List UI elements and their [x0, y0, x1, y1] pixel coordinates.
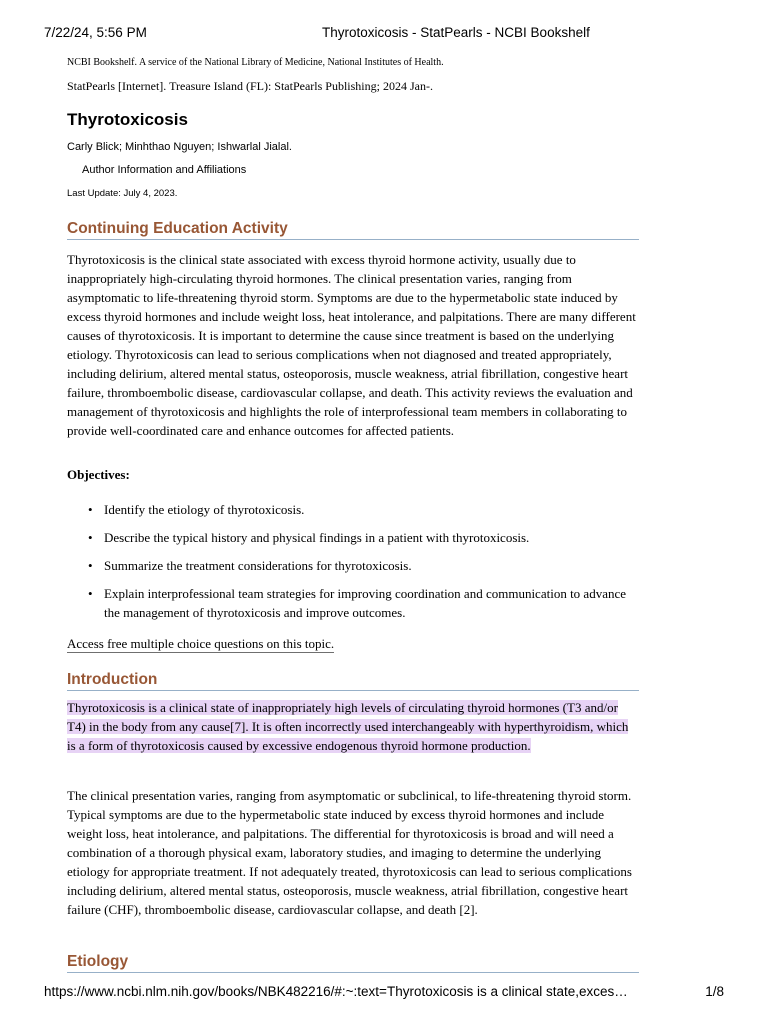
text-highlight: Thyrotoxicosis is a clinical state of inappropriately high levels of circulating thyroid hormones (T3 and/or T4) in the body from any cause[7]. It is often incorrectly used interchangeably with hyperthyroidism, which is a form of thyrotoxicosis caused by excessive endogenous thyroid hormone production.: [67, 700, 629, 753]
print-header: [44, 25, 724, 43]
print-page-title: Thyrotoxicosis - StatPearls - NCBI Bookshelf: [322, 25, 590, 40]
section-heading-introduction: Introduction: [67, 671, 639, 691]
list-item: • Identify the etiology of thyrotoxicosis.: [67, 500, 639, 519]
last-update: Last Update: July 4, 2023.: [67, 188, 178, 199]
author-affiliations-link[interactable]: Author Information and Affiliations: [82, 164, 247, 176]
list-item: • Summarize the treatment considerations for thyrotoxicosis.: [67, 556, 639, 575]
print-datetime: 7/22/24, 5:56 PM: [44, 25, 147, 40]
mcq-link[interactable]: Access free multiple choice questions on this topic.: [67, 636, 335, 651]
list-item: • Describe the typical history and physical findings in a patient with thyrotoxicosis.: [67, 528, 639, 547]
print-url: https://www.ncbi.nlm.nih.gov/books/NBK482216/#:~:text=Thyrotoxicosis is a clinical state,exces…: [44, 984, 628, 999]
bookshelf-line: NCBI Bookshelf. A service of the National Library of Medicine, National Institutes of Health.: [67, 57, 444, 68]
introduction-paragraph: The clinical presentation varies, ranging from asymptomatic or subclinical, to life-threatening thyroid storm. Typical symptoms are due to the hypermetabolic state induced by excess thyroid hormones and include weight loss, heat intolerance, and palpitations. The differential for thyrotoxicosis is broad and will need a combination of a thorough physical exam, laboratory studies, and imaging to determine the underlying etiology for appropriate treatment. If not adequately treated, thyrotoxicosis can lead to serious complications including delirium, altered mental status, osteoporosis, muscle weakness, atrial fibrillation, congestive heart failure (CHF), thromboembolic disease, cardiovascular collapse, and death [2].: [67, 788, 632, 917]
objectives-label: Objectives:: [67, 467, 130, 482]
print-footer: [44, 984, 724, 1002]
citation-line: StatPearls [Internet]. Treasure Island (FL): StatPearls Publishing; 2024 Jan-.: [67, 79, 433, 93]
introduction-highlighted-paragraph: [67, 698, 639, 755]
page-number: 1/8: [705, 984, 724, 999]
objectives-list: [67, 500, 639, 631]
list-item: • Explain interprofessional team strategies for improving coordination and communication to advance the management of thyrotoxicosis and improve outcomes.: [67, 584, 639, 622]
section-heading-etiology: Etiology: [67, 953, 639, 973]
author-list: Carly Blick; Minhthao Nguyen; Ishwarlal Jialal.: [67, 141, 292, 153]
page-title: Thyrotoxicosis: [67, 110, 188, 129]
section-heading-ce-activity: Continuing Education Activity: [67, 220, 639, 240]
ce-activity-paragraph: Thyrotoxicosis is the clinical state associated with excess thyroid hormone activity, usually due to inappropriately high-circulating thyroid hormones. The clinical presentation varies, ranging from asymptomatic to life-threatening thyroid storm. Symptoms are due to the hypermetabolic state induced by excess thyroid hormones and include weight loss, heat intolerance, and palpitations. There are many different causes of thyrotoxicosis. It is important to determine the cause since treatment is based on the underlying etiology. Thyrotoxicosis can lead to serious complications when not diagnosed and treated appropriately, including delirium, altered mental status, osteoporosis, muscle weakness, atrial fibrillation, congestive heart failure, thromboembolic disease, cardiovascular collapse, and death. This activity reviews the evaluation and management of thyrotoxicosis and highlights the role of interprofessional team members in collaborating to provide well-coordinated care and enhance outcomes for affected patients.: [67, 252, 636, 438]
